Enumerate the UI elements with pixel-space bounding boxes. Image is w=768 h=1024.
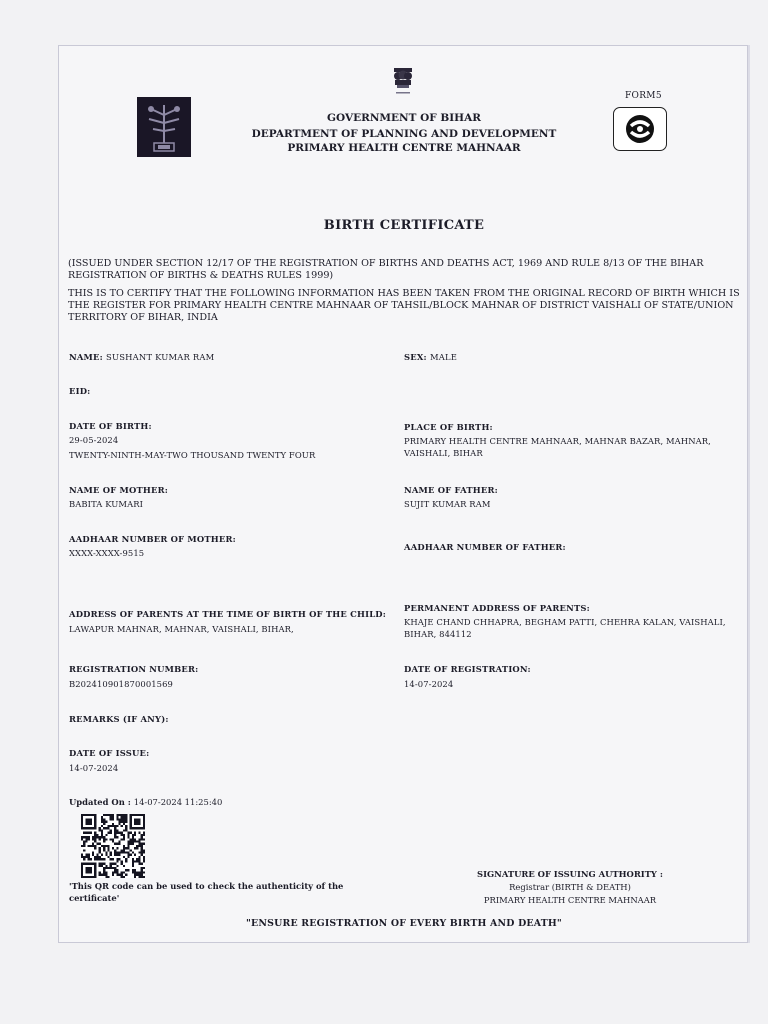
- permanent-address-value: KHAJE CHAND CHHAPRA, BEGHAM PATTI, CHEHRA KALAN, VAISHALI, BIHAR, 844112: [404, 617, 726, 639]
- address-birth-value: LAWAPUR MAHNAR, MAHNAR, VAISHALI, BIHAR,: [69, 624, 294, 634]
- sex-value: MALE: [429, 352, 458, 362]
- issue-date-label: DATE OF ISSUE:: [69, 748, 150, 758]
- registration-logo-icon: [613, 107, 667, 151]
- aadhaar-mother-value: XXXX-XXXX-9515: [69, 548, 145, 558]
- signature-registrar: Registrar (BIRTH & DEATH): [509, 882, 631, 892]
- signature-office: PRIMARY HEALTH CENTRE MAHNAAR: [483, 895, 657, 905]
- state-emblem-icon: [388, 64, 418, 98]
- qr-code-icon[interactable]: [81, 814, 145, 878]
- updated-on: [69, 797, 222, 807]
- reg-date-value: 14-07-2024: [404, 679, 454, 689]
- dob-label: DATE OF BIRTH:: [69, 421, 152, 431]
- issued-under-text: (ISSUED UNDER SECTION 12/17 OF THE REGISTRATION OF BIRTHS AND DEATHS ACT, 1969 AND RULE 8/13 OF THE BIHAR REGISTRATION OF BIRTHS & DEATHS RULES 1999): [68, 258, 704, 281]
- address-birth-label: ADDRESS OF PARENTS AT THE TIME OF BIRTH OF THE CHILD:: [69, 609, 387, 619]
- pob-label: PLACE OF BIRTH:: [404, 422, 493, 432]
- updated-value: 14-07-2024 11:25:40: [133, 797, 223, 807]
- header-government: GOVERNMENT OF BIHAR: [327, 112, 481, 124]
- certify-text: THIS IS TO CERTIFY THAT THE FOLLOWING INFORMATION HAS BEEN TAKEN FROM THE ORIGINAL RECORD OF BIRTH WHICH IS THE REGISTER FOR PRIMARY HEALTH CENTRE MAHNAAR OF TAHSIL/BLOCK MAHNAR OF DISTRICT VAISHALI OF STATE/UNION TERRITORY OF BIHAR, INDIA: [68, 288, 740, 323]
- header-department: DEPARTMENT OF PLANNING AND DEVELOPMENT: [251, 128, 557, 140]
- sex-field: [404, 352, 457, 362]
- aadhaar-mother-label: AADHAAR NUMBER OF MOTHER:: [69, 534, 236, 544]
- dob-value: 29-05-2024: [69, 435, 119, 445]
- reg-number-label: REGISTRATION NUMBER:: [69, 664, 199, 674]
- eid-label: EID:: [69, 386, 91, 396]
- issue-date-value: 14-07-2024: [69, 763, 119, 773]
- aadhaar-father-label: AADHAAR NUMBER OF FATHER:: [404, 542, 566, 552]
- name-field: [69, 352, 214, 362]
- father-label: NAME OF FATHER:: [404, 485, 498, 495]
- bihar-logo-icon: [137, 97, 191, 157]
- reg-number-value: B202410901870001569: [69, 679, 173, 689]
- certificate-title: BIRTH CERTIFICATE: [323, 218, 485, 233]
- sex-label: SEX:: [404, 352, 427, 362]
- updated-label: Updated On :: [69, 797, 131, 807]
- remarks-label: REMARKS (IF ANY):: [69, 714, 169, 724]
- dob-words: TWENTY-NINTH-MAY-TWO THOUSAND TWENTY FOUR: [69, 450, 316, 460]
- mother-value: BABITA KUMARI: [69, 499, 144, 509]
- mother-label: NAME OF MOTHER:: [69, 485, 169, 495]
- footer-slogan: "ENSURE REGISTRATION OF EVERY BIRTH AND DEATH": [245, 918, 563, 929]
- father-value: SUJIT KUMAR RAM: [404, 499, 491, 509]
- name-value: SUSHANT KUMAR RAM: [106, 352, 215, 362]
- qr-note: 'This QR code can be used to check the authenticity of the certificate': [69, 881, 344, 903]
- header-office: PRIMARY HEALTH CENTRE MAHNAAR: [287, 142, 521, 154]
- name-label: NAME:: [69, 352, 103, 362]
- pob-value: PRIMARY HEALTH CENTRE MAHNAAR, MAHNAR BAZAR, MAHNAR, VAISHALI, BIHAR: [404, 436, 711, 458]
- permanent-address-label: PERMANENT ADDRESS OF PARENTS:: [404, 603, 590, 613]
- form-number: FORM5: [625, 91, 662, 101]
- reg-date-label: DATE OF REGISTRATION:: [404, 664, 531, 674]
- signature-label: SIGNATURE OF ISSUING AUTHORITY :: [477, 869, 663, 879]
